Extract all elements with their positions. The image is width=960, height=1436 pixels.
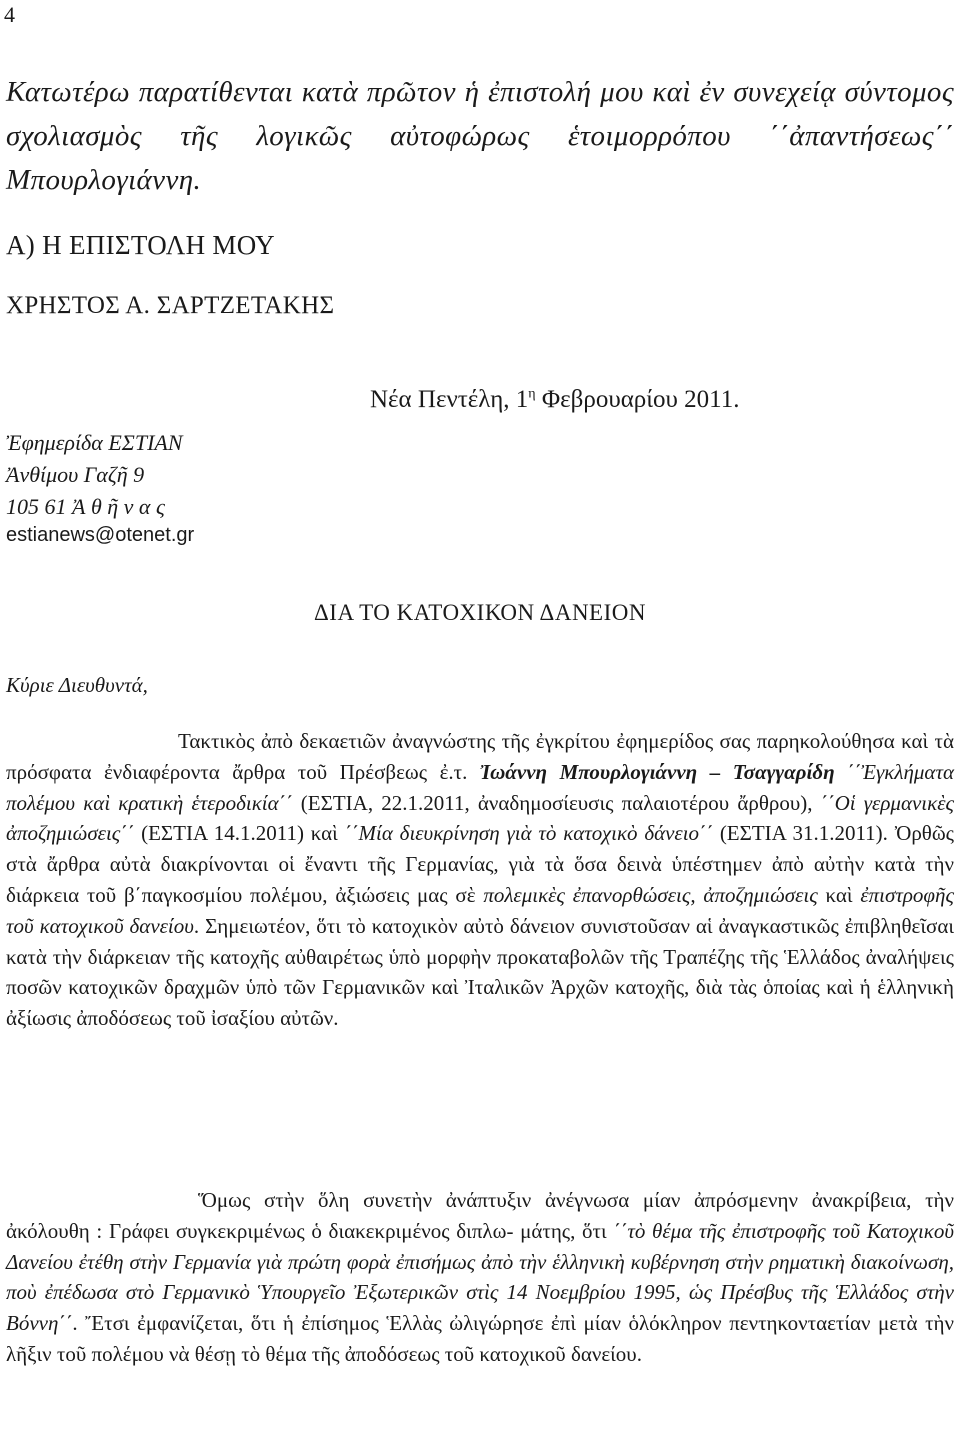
p1-article-3: ΄΄Μία διευκρίνηση γιὰ τὸ κατοχικὸ δάνειο΄΄: [344, 821, 714, 846]
body-paragraph-2: [6, 1185, 954, 1370]
p1-text-6: καὶ: [817, 882, 861, 907]
p2-text-2: . Ἔτσι ἐμφανίζεται, ὅτι ἡ ἐπίσημος Ἑλλὰς ὠλιγώρησε ἐπὶ μίαν ὁλόκληρον πεντηκονταετίαν μετὰ τὴν λῆξιν τοῦ πολέμου νὰ θέσῃ τὸ θέμα τῆς ἀποδόσεως τοῦ κατοχικοῦ δανείου.: [6, 1311, 954, 1366]
dateline-suffix: Φεβρουαρίου 2011.: [535, 386, 740, 413]
p2-quote: ΄΄τὸ θέμα τῆς ἐπιστροφῆς τοῦ Κατοχικοῦ Δανείου ἐτέθη στὴν Γερμανία γιὰ πρώτη φορὰ ἐπισήμως ἀπὸ τὴν ἑλληνικὴ κυβέρνηση στὴν ρηματικὴ διακοίνωση, ποὺ ἐπέδωσα στὸ Γερμανικὸ Ὑπουργεῖο Ἐξωτερικῶν στὶς 14 Νοεμβρίου 1995, ὡς Πρέσβυς τῆς Ἑλλάδος στὴν Βόννη΄΄: [6, 1218, 955, 1336]
p1-text-4: (ΕΣΤΙΑ 14.1.2011) καὶ: [134, 821, 345, 846]
recipient-street: Ἀνθίμου Γαζῆ 9: [6, 462, 145, 487]
p1-article-2: ΄΄Οἱ γερμανικὲς ἀποζημιώσεις΄΄: [6, 790, 954, 846]
recipient-name: Ἐφημερίδα ΕΣΤΙΑΝ: [6, 430, 183, 455]
recipient-email: estianews@otenet.gr: [6, 524, 195, 546]
p1-text-2: [835, 760, 848, 784]
p1-text-5: (ΕΣΤΙΑ 31.1.2011). Ὀρθῶς στὰ ἄρθρα αὐτὰ διακρίνονται οἱ ἔναντι τῆς Γερμανίας, γιὰ τὰ ὅσα δεινὰ ὑπέστημεν ἀπὸ αὐτὴν κατὰ τὴν διάρκεια τοῦ β΄παγκοσμίου πολέμου, ἀξιώσεις μας σὲ: [6, 821, 954, 907]
sender-name: ΧΡΗΣΤΟΣ Α. ΣΑΡΤΖΕΤΑΚΗΣ: [6, 292, 335, 319]
intro-paragraph: Κατωτέρω παρατίθενται κατὰ πρῶτον ἡ ἐπιστολή μου καὶ ἐν συνεχείᾳ σύντομος σχολιασμὸς τῆς λογικῶς αὐτοφώρως ἑτοιμορρόπου ΄΄ἀπαντήσεως΄΄ Μπουρλογιάννη.: [6, 76, 954, 196]
dateline-sup: η: [528, 386, 536, 402]
p1-text-1: Τακτικὸς ἀπὸ δεκαετιῶν ἀναγνώστης τῆς ἐγκρίτου ἐφημερίδος σας παρηκολούθησα καὶ τὰ πρόσφατα ἐνδιαφέροντα ἄρθρα τοῦ Πρέσβεως ἐ.τ.: [6, 729, 954, 784]
body-paragraph-1: [6, 726, 954, 1034]
p1-claims: πολεμικὲς ἐπανορθώσεις, ἀποζημιώσεις: [483, 882, 818, 907]
dateline-prefix: Νέα Πεντέλη, 1: [370, 386, 529, 413]
p1-loan: ἐπιστροφῆς τοῦ κατοχικοῦ δανείου: [6, 882, 954, 938]
page-number: 4: [4, 2, 15, 27]
salutation: Κύριε Διευθυντά,: [6, 673, 148, 697]
p2-text-1: Ὅμως στὴν ὅλη συνετὴν ἀνάπτυξιν ἀνέγνωσα μίαν ἀπρόσμενην ἀνακρίβεια, τὴν ἀκόλουθη : Γράφει συγκεκριμένως ὁ διακεκριμένος διπλω- μάτης, ὅτι: [6, 1188, 954, 1243]
p1-text-7: . Σημειωτέον, ὅτι τὸ κατοχικὸν αὐτὸ δάνειον συνιστοῦσαν αἱ ἀναγκαστικῶς ἐπιβληθεῖσαι κατὰ τὴν διάρκειαν τῆς κατοχῆς αὐθαιρέτως ὑπὸ μορφὴν προκαταβολῶν τῆς Τραπέζης τῆς Ἑλλάδος ἀναλήψεις ποσῶν κατοχικῶν δραχμῶν ὑπὸ τῶν Γερμανικῶν καὶ Ἰταλικῶν Ἀρχῶν κατοχῆς, διὰ τὰς ὁποίας καὶ ἡ ἑλληνικὴ ἀξίωσις ἀποδόσεως τοῦ ἰσαξίου αὐτῶν.: [6, 913, 954, 1031]
section-heading: Α) Η ΕΠΙΣΤΟΛΗ ΜΟΥ: [6, 230, 275, 260]
p1-article-1: ΄΄Ἐγκλήματα πολέμου καὶ κρατικὴ ἑτεροδικία΄΄: [6, 759, 954, 815]
p1-author: Ἰωάννη Μπουρλογιάννη – Τσαγγαρίδη: [479, 759, 835, 784]
p1-text-3: (ΕΣΤΙΑ, 22.1.2011, ἀναδημοσίευσις παλαιοτέρου ἄρθρου),: [292, 790, 821, 815]
recipient-city: 105 61 Ἀ θ ῆ ν α ς: [6, 494, 165, 519]
letter-title: ΔΙΑ ΤΟ ΚΑΤΟΧΙΚΟΝ ΔΑΝΕΙΟΝ: [314, 600, 646, 625]
dateline: [370, 386, 739, 414]
